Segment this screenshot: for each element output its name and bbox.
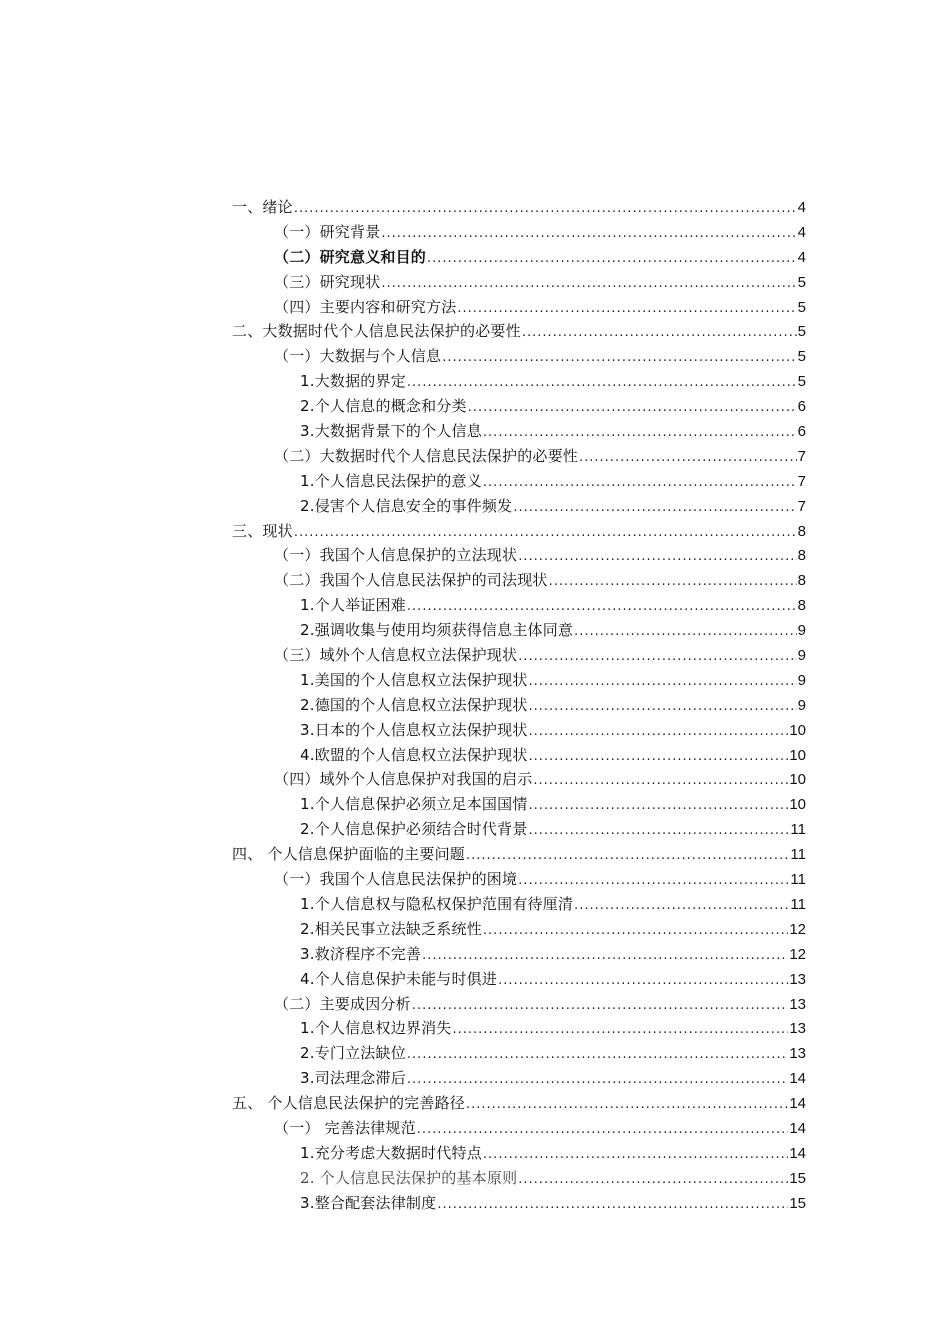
toc-entry-title: 4.欧盟的个人信息权立法保护现状 (300, 745, 528, 764)
toc-entry[interactable] (232, 319, 806, 344)
toc-entry-page-number: 8 (797, 547, 806, 565)
toc-entry-title: 二、大数据时代个人信息民法保护的必要性 (232, 322, 521, 341)
toc-entry-page-number: 14 (789, 1144, 806, 1162)
toc-dot-leader (453, 1018, 789, 1043)
toc-entry[interactable] (232, 369, 806, 394)
toc-entry-page-number: 7 (797, 472, 806, 490)
toc-dot-leader (518, 545, 796, 570)
toc-entry[interactable] (232, 618, 806, 643)
toc-entry-title: 2.相关民事立法缺乏系统性 (300, 919, 482, 938)
toc-dot-leader (518, 869, 789, 894)
toc-entry-page-number: 6 (797, 423, 806, 441)
toc-entry-page-number: 11 (790, 895, 806, 913)
toc-dot-leader (407, 595, 797, 620)
toc-entry-title: （一）我国个人信息民法保护的困境 (274, 870, 518, 889)
toc-entry-title: 3.大数据背景下的个人信息 (300, 422, 482, 441)
toc-entry-title: （一）研究背景 (274, 222, 381, 241)
toc-entry[interactable] (232, 270, 806, 295)
toc-dot-leader (483, 1143, 788, 1168)
toc-dot-leader (437, 1193, 788, 1218)
toc-entry-title: 4.个人信息保护未能与时俱进 (300, 969, 498, 988)
toc-entry-title: 2.专门立法缺位 (300, 1044, 406, 1063)
toc-entry-page-number: 9 (797, 622, 806, 640)
toc-dot-leader (422, 944, 788, 969)
toc-entry[interactable] (232, 1166, 806, 1191)
toc-dot-leader (442, 346, 796, 371)
toc-entry-title: （二）我国个人信息民法保护的司法现状 (274, 571, 548, 590)
toc-entry[interactable] (232, 195, 806, 220)
toc-entry[interactable] (232, 543, 806, 568)
toc-dot-leader (518, 1168, 788, 1193)
toc-entry-page-number: 13 (789, 1020, 806, 1038)
toc-entry[interactable] (232, 668, 806, 693)
toc-entry[interactable] (232, 1091, 806, 1116)
toc-entry-title: 2.个人信息的概念和分类 (300, 397, 467, 416)
table-of-contents (232, 195, 806, 1216)
toc-dot-leader (483, 471, 797, 496)
toc-entry[interactable] (232, 394, 806, 419)
toc-dot-leader (294, 521, 797, 546)
toc-entry-page-number: 13 (789, 970, 806, 988)
toc-entry[interactable] (232, 842, 806, 867)
toc-dot-leader (457, 297, 796, 322)
toc-entry-title: 3.救济程序不完善 (300, 944, 422, 963)
toc-dot-leader (533, 769, 788, 794)
toc-entry-page-number: 12 (789, 920, 806, 938)
toc-entry-page-number: 11 (790, 871, 806, 889)
toc-entry[interactable] (232, 917, 806, 942)
toc-entry-page-number: 10 (789, 746, 806, 764)
toc-entry-title: （一） 完善法律规范 (274, 1118, 416, 1137)
toc-entry[interactable] (232, 1141, 806, 1166)
toc-entry[interactable] (232, 444, 806, 469)
toc-entry-title: （四）主要内容和研究方法 (274, 297, 457, 316)
toc-dot-leader (529, 670, 797, 695)
toc-dot-leader (498, 969, 788, 994)
toc-entry-title: 2.侵害个人信息安全的事件频发 (300, 496, 513, 515)
toc-entry-title: 1.美国的个人信息权立法保护现状 (300, 670, 528, 689)
toc-entry[interactable] (232, 469, 806, 494)
toc-entry-page-number: 9 (797, 647, 806, 665)
toc-entry[interactable] (232, 718, 806, 743)
toc-entry-page-number: 5 (797, 348, 806, 366)
toc-entry-page-number: 10 (789, 796, 806, 814)
toc-entry-page-number: 12 (789, 945, 806, 963)
toc-entry-page-number: 14 (789, 1070, 806, 1088)
toc-entry-title: （二）研究意义和目的 (274, 247, 427, 266)
toc-entry[interactable] (232, 792, 806, 817)
toc-entry[interactable] (232, 767, 806, 792)
toc-entry-title: （二）主要成因分析 (274, 994, 411, 1013)
toc-entry-page-number: 4 (797, 248, 806, 266)
toc-dot-leader (529, 695, 797, 720)
toc-entry-title: 1.大数据的界定 (300, 372, 406, 391)
toc-entry-page-number: 9 (797, 671, 806, 689)
toc-entry-title: 2. 个人信息民法保护的基本原则 (300, 1168, 518, 1187)
toc-entry-title: （三）研究现状 (274, 272, 381, 291)
toc-entry[interactable] (232, 295, 806, 320)
toc-entry-page-number: 10 (789, 771, 806, 789)
toc-entry-page-number: 5 (797, 273, 806, 291)
toc-entry-title: 1.个人信息权边界消失 (300, 1019, 452, 1038)
toc-dot-leader (483, 421, 797, 446)
toc-entry[interactable] (232, 245, 806, 270)
toc-entry-title: （一）我国个人信息保护的立法现状 (274, 546, 518, 565)
toc-entry-page-number: 10 (789, 721, 806, 739)
toc-entry-title: 2.强调收集与使用均须获得信息主体同意 (300, 621, 574, 640)
toc-entry-page-number: 11 (790, 846, 806, 864)
toc-entry-title: 一、绪论 (232, 198, 293, 216)
toc-entry[interactable] (232, 1191, 806, 1216)
toc-entry-page-number: 14 (789, 1119, 806, 1137)
toc-entry-page-number: 13 (789, 1045, 806, 1063)
toc-entry-page-number: 11 (790, 821, 806, 839)
toc-entry[interactable] (232, 867, 806, 892)
toc-entry[interactable] (232, 220, 806, 245)
toc-dot-leader (468, 396, 797, 421)
toc-entry[interactable] (232, 1116, 806, 1141)
toc-entry-page-number: 15 (789, 1169, 806, 1187)
toc-entry-title: 3.整合配套法律制度 (300, 1193, 437, 1212)
toc-entry-title: 2.个人信息保护必须结合时代背景 (300, 820, 528, 839)
toc-entry[interactable] (232, 568, 806, 593)
toc-entry-page-number: 9 (797, 696, 806, 714)
toc-dot-leader (579, 446, 797, 471)
toc-entry[interactable] (232, 1016, 806, 1041)
toc-dot-leader (294, 197, 797, 222)
toc-entry[interactable] (232, 743, 806, 768)
toc-entry-page-number: 8 (797, 597, 806, 615)
toc-entry[interactable] (232, 344, 806, 369)
toc-entry-title: 2.德国的个人信息权立法保护现状 (300, 695, 528, 714)
toc-entry[interactable] (232, 817, 806, 842)
toc-dot-leader (407, 371, 797, 396)
toc-dot-leader (529, 794, 789, 819)
toc-entry-title: （四）域外个人信息保护对我国的启示 (274, 770, 533, 789)
toc-entry-title: 四、 个人信息保护面临的主要问题 (232, 845, 465, 864)
toc-dot-leader (417, 1118, 789, 1143)
toc-dot-leader (518, 645, 796, 670)
toc-entry[interactable] (232, 992, 806, 1017)
toc-entry-page-number: 5 (797, 373, 806, 391)
toc-entry[interactable] (232, 643, 806, 668)
toc-entry[interactable] (232, 1041, 806, 1066)
toc-entry-title: 1.个人信息保护必须立足本国国情 (300, 795, 528, 814)
toc-entry-title: 三、现状 (232, 521, 293, 540)
toc-entry-page-number: 7 (797, 447, 806, 465)
toc-dot-leader (529, 819, 790, 844)
toc-dot-leader (522, 321, 797, 346)
toc-entry-page-number: 4 (797, 199, 806, 216)
toc-entry-title: 3.司法理念滞后 (300, 1069, 406, 1088)
toc-entry-title: 五、 个人信息民法保护的完善路径 (232, 1094, 465, 1113)
toc-entry-title: （一）大数据与个人信息 (274, 347, 442, 366)
toc-dot-leader (483, 919, 788, 944)
toc-entry[interactable] (232, 519, 806, 544)
toc-dot-leader (407, 1068, 788, 1093)
toc-dot-leader (466, 844, 789, 869)
toc-entry-page-number: 8 (797, 522, 806, 540)
toc-entry-title: （三）域外个人信息权立法保护现状 (274, 646, 518, 665)
toc-entry-title: 1.个人信息民法保护的意义 (300, 471, 482, 490)
toc-entry-title: 1.个人举证困难 (300, 596, 406, 615)
toc-entry-title: 1.个人信息权与隐私权保护范围有待厘清 (300, 894, 574, 913)
toc-entry[interactable] (232, 967, 806, 992)
toc-dot-leader (407, 1043, 788, 1068)
toc-entry[interactable] (232, 942, 806, 967)
toc-dot-leader (381, 222, 796, 247)
toc-dot-leader (549, 570, 797, 595)
toc-entry-page-number: 5 (797, 298, 806, 316)
toc-entry-page-number: 15 (789, 1194, 806, 1212)
toc-dot-leader (513, 496, 796, 521)
toc-dot-leader (381, 272, 796, 297)
toc-dot-leader (466, 1093, 788, 1118)
toc-entry-title: 3.日本的个人信息权立法保护现状 (300, 720, 528, 739)
toc-entry-page-number: 7 (797, 497, 806, 515)
toc-entry-title: 1.充分考虑大数据时代特点 (300, 1143, 482, 1162)
toc-entry-page-number: 13 (789, 995, 806, 1013)
toc-entry-page-number: 4 (797, 223, 806, 241)
toc-entry-title: （二）大数据时代个人信息民法保护的必要性 (274, 446, 579, 465)
toc-entry-page-number: 8 (797, 572, 806, 590)
toc-entry[interactable] (232, 494, 806, 519)
toc-dot-leader (412, 994, 789, 1019)
toc-dot-leader (574, 894, 789, 919)
toc-dot-leader (529, 720, 789, 745)
toc-entry-page-number: 5 (797, 323, 806, 341)
toc-entry[interactable] (232, 419, 806, 444)
toc-entry[interactable] (232, 1066, 806, 1091)
toc-dot-leader (574, 620, 797, 645)
toc-entry-page-number: 14 (789, 1095, 806, 1113)
toc-entry[interactable] (232, 892, 806, 917)
toc-entry[interactable] (232, 693, 806, 718)
toc-dot-leader (427, 247, 797, 272)
toc-entry[interactable] (232, 593, 806, 618)
toc-dot-leader (529, 745, 789, 770)
toc-entry-page-number: 6 (797, 398, 806, 416)
